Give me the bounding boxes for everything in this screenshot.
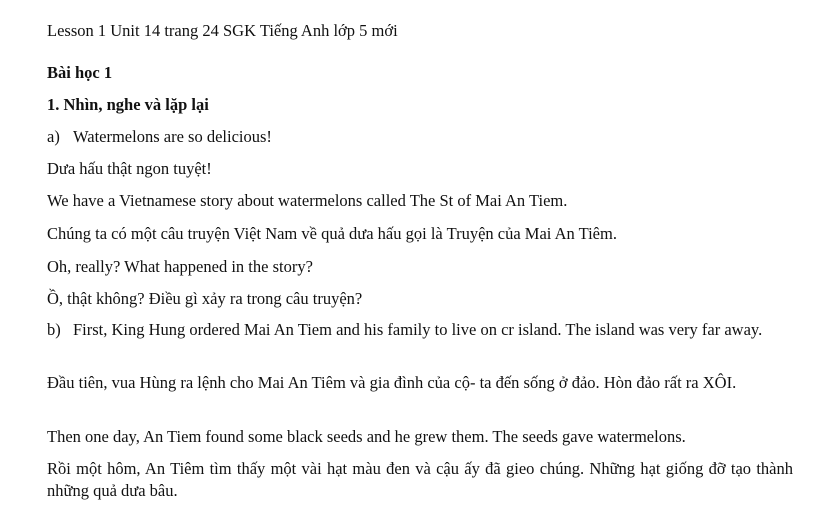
paragraph-a-vietnamese: Dưa hấu thật ngon tuyệt! [47, 159, 212, 178]
paragraph-question-vietnamese: Ồ, thật không? Điều gì xảy ra trong câu truyện? [47, 289, 363, 308]
paragraph-text: First, King Hung ordered Mai An Tiem and his family to live on cr island. The island was very far away. [73, 320, 763, 339]
paragraph-seeds-english: Then one day, An Tiem found some black seeds and he grew them. The seeds gave watermelons. [47, 427, 686, 446]
document-title: Lesson 1 Unit 14 trang 24 SGK Tiếng Anh lớp 5 mới [47, 21, 398, 40]
subsection-heading: 1. Nhìn, nghe và lặp lại [47, 95, 209, 114]
paragraph-seeds-vietnamese: Rồi một hôm, An Tiêm tìm thấy một vài hạt màu đen và cậu ấy đã gieo chúng. Những hạt giống đỡ tạo thành những quả dưa bâu. [47, 459, 793, 500]
paragraph-story-vietnamese: Chúng ta có một câu truyện Việt Nam về quả dưa hấu gọi là Truyện của Mai An Tiêm. [47, 224, 617, 243]
paragraph-text: Watermelons are so delicious! [73, 127, 272, 146]
paragraph-story-english: We have a Vietnamese story about watermelons called The St of Mai An Tiem. [47, 191, 568, 210]
paragraph-b-vietnamese: Đầu tiên, vua Hùng ra lệnh cho Mai An Tiêm và gia đình của cộ- ta đến sống ở đảo. Hòn đảo rất ra XÔI. [47, 373, 737, 392]
paragraph-question-english: Oh, really? What happened in the story? [47, 257, 313, 276]
item-label-b: b) [47, 320, 61, 339]
paragraph-a-english [47, 126, 272, 148]
paragraph-b-english [47, 319, 793, 341]
item-label-a: a) [47, 127, 60, 146]
section-heading: Bài học 1 [47, 63, 113, 82]
